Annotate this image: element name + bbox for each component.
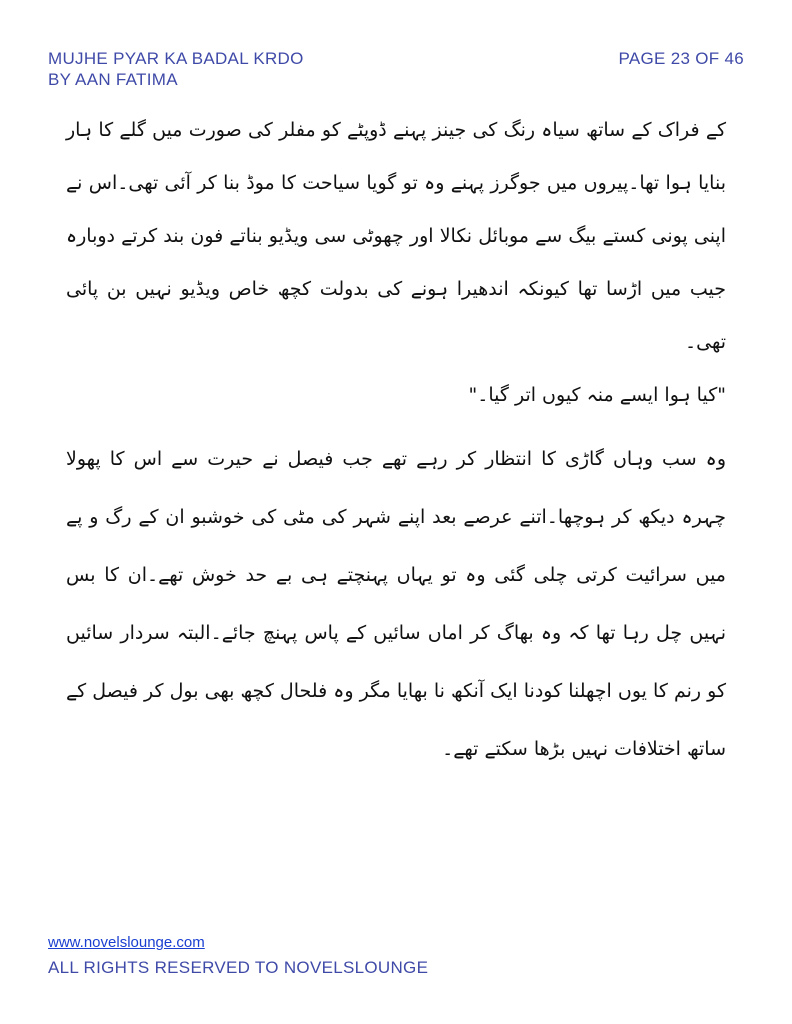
document-footer [48, 933, 428, 979]
paragraph-2: وہ سب وہاں گاڑی کا انتظار کر رہے تھے جب فیصل نے حیرت سے اس کا پھولا چہرہ دیکھ کر ہوچھا۔اتنے عرصے بعد اپنے شہر کی مٹی کی خوشبو ان کے رگ و پے میں سرائیت کرتی چلی گئی وہ تو یہاں پہنچتے ہی بے حد خوش تھے۔ان کا بس نہیں چل رہا تھا کہ وہ بھاگ کر اماں سائیں کے پاس پہنچ جائے۔البتہ سردار سائیں کو رنم کا یوں اچھلنا کودنا ایک آنکھ نا بھایا مگر وہ فلحال کچھ بھی بول کر فیصل کے ساتھ اختلافات نہیں بڑھا سکتے تھے۔ [66, 448, 726, 760]
document-header [48, 48, 304, 90]
author-line: BY AAN FATIMA [48, 70, 178, 89]
paragraph-1: کے فراک کے ساتھ سیاہ رنگ کی جینز پہنے ڈوپٹے کو مفلر کی صورت میں گلے کا ہار بنایا ہوا تھا۔پیروں میں جوگرز پہنے وہ تو گویا سیاحت کا موڈ بنا کر آئی تھی۔اس نے اپنی پونی کستے بیگ سے موبائل نکالا اور چھوٹی سی ویڈیو بناتے فون بند کرتے دوبارہ جیب میں اڑسا تھا کیونکہ اندھیرا ہونے کی بدولت کچھ خاص ویڈیو نہیں بن پائی تھی۔ [66, 119, 726, 353]
rights-notice: ALL RIGHTS RESERVED TO NOVELSLOUNGE [48, 958, 429, 977]
page-body [66, 104, 726, 778]
website-link[interactable]: www.novelslounge.com [48, 934, 205, 951]
novel-title: MUJHE PYAR KA BADAL KRDO [48, 49, 304, 68]
paragraph-dialogue: "کیا ہوا ایسے منہ کیوں اتر گیا۔" [468, 384, 726, 406]
page-number: PAGE 23 OF 46 [618, 49, 744, 68]
